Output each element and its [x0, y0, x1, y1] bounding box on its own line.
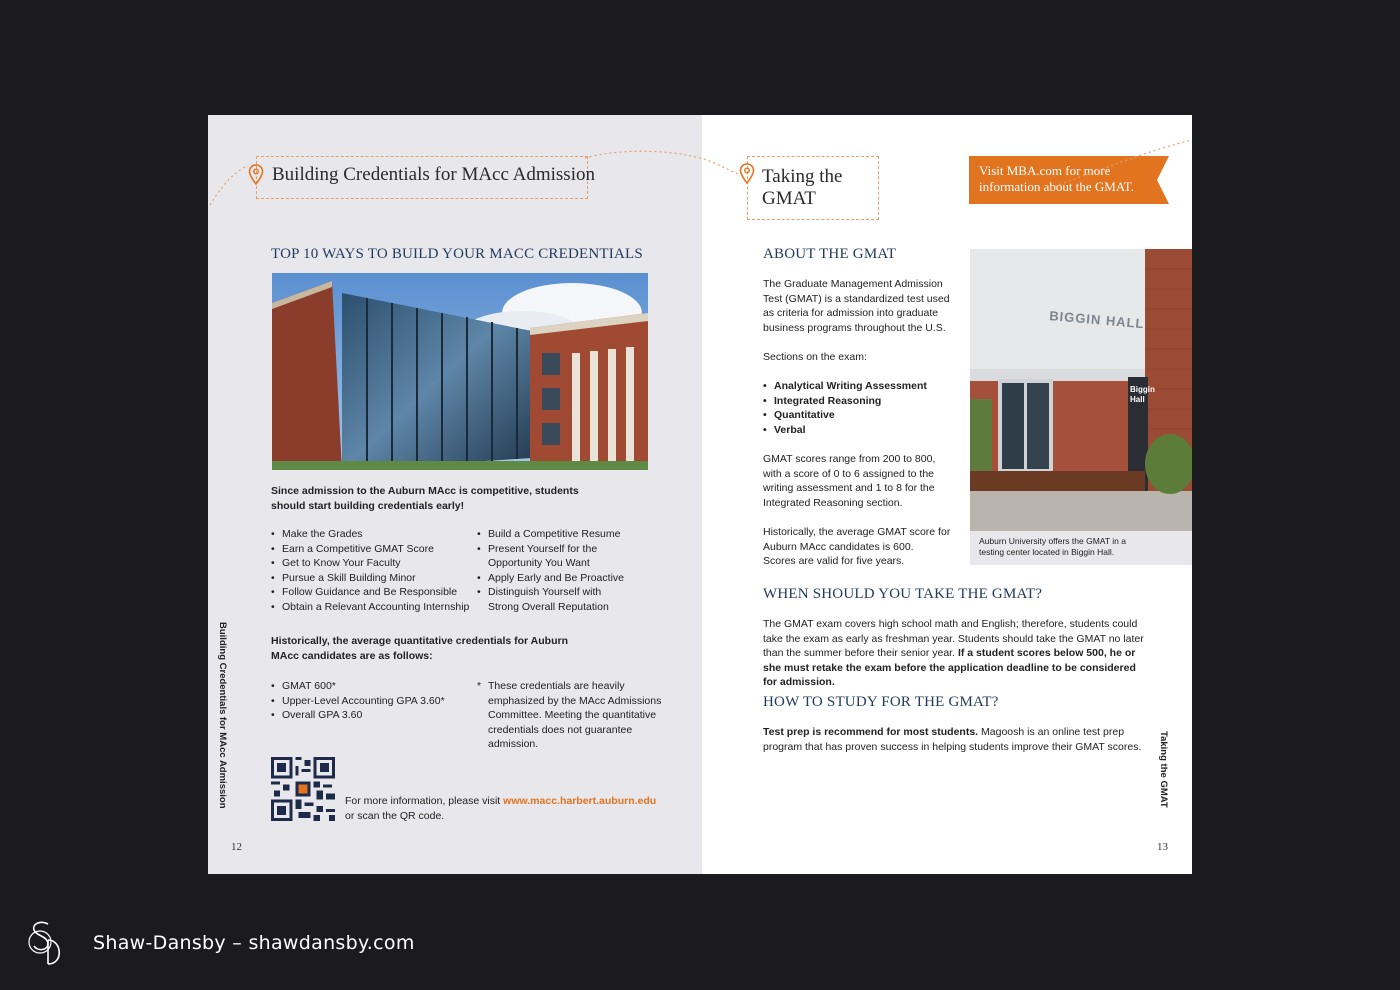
- footnote-text: These credentials are heavily emphasized by the MAcc Admissions Committee. Meeting the quantitative credentials does not guarantee admission.: [488, 680, 662, 751]
- list-item: • GMAT 600*: [271, 679, 471, 694]
- list-item: • Verbal: [763, 423, 963, 438]
- footnote-mark: *: [477, 680, 482, 692]
- list-item: • Analytical Writing Assessment: [763, 379, 963, 394]
- page-number-right: 13: [1157, 841, 1168, 853]
- list-item: • Quantitative: [763, 408, 963, 423]
- list-item: • Build a Competitive Resume: [477, 527, 627, 542]
- macc-website-link[interactable]: www.macc.harbert.auburn.edu: [503, 795, 657, 807]
- left-page-title: Building Credentials for MAcc Admission: [272, 164, 595, 185]
- list-item: • Follow Guidance and Be Responsible: [271, 585, 471, 600]
- list-item: • Obtain a Relevant Accounting Internship: [271, 600, 471, 615]
- right-side-label: Taking the GMAT: [1158, 731, 1169, 808]
- history-line-1: Historically, the average GMAT score for Auburn MAcc candidates is 600.: [763, 526, 951, 553]
- intro-text: Since admission to the Auburn MAcc is competitive, students should start building credentials early!: [271, 485, 579, 512]
- photo-sign-text: BIGGIN HALL: [1048, 308, 1146, 332]
- when-heading: WHEN SHOULD YOU TAKE THE GMAT?: [763, 586, 1043, 602]
- list-item: • Distinguish Yourself with Strong Overall Reputation: [477, 585, 627, 614]
- title-line-2: GMAT: [762, 188, 816, 209]
- list-item: • Integrated Reasoning: [763, 394, 963, 409]
- credentials-intro: Historically, the average quantitative credentials for Auburn MAcc candidates are as follows:: [271, 635, 568, 662]
- how-text-regular: Magoosh is an online test prep program that has proven success in helping students improve their GMAT scores.: [763, 726, 1142, 753]
- about-heading: ABOUT THE GMAT: [763, 246, 897, 262]
- when-text-regular: The GMAT exam covers high school math and English; therefore, students could take the exam as early as freshman year. Students should take the GMAT no later than the summer before their senior year.: [763, 618, 1144, 660]
- list-item: • Make the Grades: [271, 527, 471, 542]
- more-info-suffix: or scan the QR code.: [345, 809, 445, 822]
- history-line-2: Scores are valid for five years.: [763, 555, 905, 568]
- list-item: • Get to Know Your Faculty: [271, 556, 471, 571]
- scores-text: GMAT scores range from 200 to 800, with a score of 0 to 6 assigned to the writing assessment and 1 to 8 for the Integrated Reasoning section.: [763, 453, 936, 509]
- about-text: The Graduate Management Admission Test (GMAT) is a standardized test used as criteria for admission into graduate business programs throughout the U.S.: [763, 278, 950, 334]
- more-info-prefix: For more information, please visit: [345, 795, 504, 807]
- left-section-heading: TOP 10 WAYS TO BUILD YOUR MACC CREDENTIALS: [271, 246, 643, 262]
- shaw-dansby-logo-icon: [26, 918, 68, 968]
- page-number-left: 12: [231, 841, 242, 853]
- footer-text: Shaw-Dansby – shawdansby.com: [93, 932, 415, 954]
- list-item: • Pursue a Skill Building Minor: [271, 571, 471, 586]
- when-text-bold: If a student scores below 500, he or she must retake the exam before the application deadline to be considered for admission.: [763, 647, 1136, 689]
- list-item: • Apply Early and Be Proactive: [477, 571, 627, 586]
- list-item: • Earn a Competitive GMAT Score: [271, 542, 471, 557]
- mba-banner-text[interactable]: Visit MBA.com for more information about the GMAT.: [979, 163, 1135, 194]
- sections-label: Sections on the exam:: [763, 351, 867, 363]
- how-heading: HOW TO STUDY FOR THE GMAT?: [763, 694, 999, 710]
- list-item: • Overall GPA 3.60: [271, 708, 471, 723]
- list-item: • Present Yourself for the Opportunity You Want: [477, 542, 627, 571]
- how-text-bold: Test prep is recommend for most students.: [763, 726, 979, 738]
- photo-sign2-text: Biggin Hall: [1130, 385, 1155, 404]
- title-line-1: Taking the: [762, 166, 843, 187]
- left-side-label: Building Credentials for MAcc Admission: [217, 622, 228, 809]
- list-item: • Upper-Level Accounting GPA 3.60*: [271, 694, 471, 709]
- photo-caption: Auburn University offers the GMAT in a testing center located in Biggin Hall.: [979, 536, 1126, 557]
